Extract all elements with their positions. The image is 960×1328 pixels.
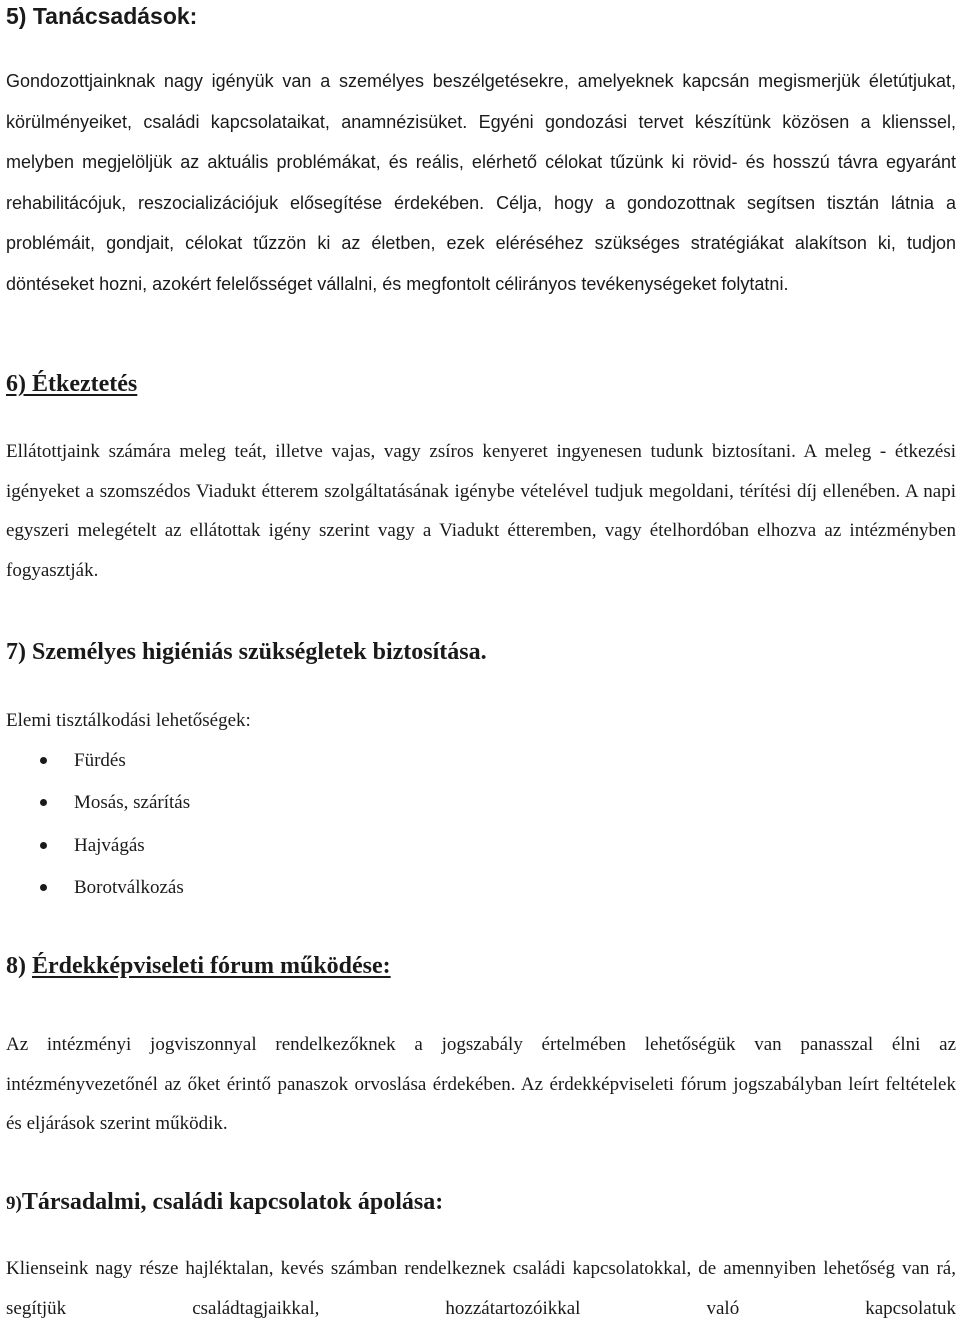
- list-item: Borotválkozás: [6, 867, 956, 909]
- section-8-heading-number: 8): [6, 953, 32, 979]
- section-9-heading-number: 9): [6, 1193, 22, 1214]
- bullet-icon: [40, 842, 47, 849]
- section-7-heading: 7) Személyes higiéniás szükségletek biztosítása.: [6, 639, 487, 665]
- bullet-icon: [40, 757, 47, 764]
- section-5-heading: 5) Tanácsadások:: [6, 3, 198, 29]
- list-item: Mosás, szárítás: [6, 782, 956, 824]
- section-5-paragraph: Gondozottjainknak nagy igényük van a személyes beszélgetésekre, amelyeknek kapcsán megismerjük életútjukat, körülményeiket, családi kapcsolataikat, anamnézisüket. Egyéni gondozási tervet készítünk közösen a klienssel, melyben megjelöljük az aktuális problémákat, és reális, elérhető célokat tűzünk ki rövid- és hosszú távra egyaránt rehabilitácójuk, reszocializációjuk elősegítése érdekében. Célja, hogy a gondozottnak segítsen tisztán látnia a problémáit, gondjait, célokat tűzzön ki az életben, ezek eléréséhez szükséges stratégiákat alakítson ki, tudjon döntéseket hozni, azokért felelősséget vállalni, és megfontolt célirányos tevékenységeket folytatni.: [6, 71, 956, 294]
- list-item: Hajvágás: [6, 825, 956, 867]
- section-9-heading: [6, 1186, 956, 1220]
- section-6-heading-text: 6) Étkeztetés: [6, 371, 138, 397]
- section-6-heading: [6, 368, 956, 400]
- section-8-paragraph: Az intézményi jogviszonnyal rendelkezőknek a jogszabály értelmében lehetőségük van panasszal élni az intézményvezetőnél az őket érintő panaszok orvoslása érdekében. Az érdekképviseleti fórum jogszabályban leírt feltételek és eljárások szerint működik.: [6, 1034, 956, 1135]
- section-7-intro: Elemi tisztálkodási lehetőségek:: [6, 710, 251, 731]
- section-8-heading-text: Érdekképviseleti fórum működése:: [32, 953, 391, 979]
- bullet-icon: [40, 799, 47, 806]
- hygiene-list: [6, 740, 956, 909]
- section-8-heading: [6, 950, 956, 982]
- section-6-paragraph: Ellátottjaink számára meleg teát, illetve vajas, vagy zsíros kenyeret ingyenesen tudunk biztosítani. A meleg - étkezési igényeket a szomszédos Viadukt étterem szolgáltatásának igénybe vételével tudjuk megoldani, térítési díj ellenében. A napi egyszeri melegételt az ellátottak igény szerint vagy a Viadukt étteremben, vagy ételhordóban elhozva az intézményben fogyasztják.: [6, 441, 956, 581]
- section-9-heading-text: Társadalmi, családi kapcsolatok ápolása:: [21, 1189, 444, 1215]
- bullet-icon: [40, 884, 47, 891]
- section-9-paragraph: Klienseink nagy része hajléktalan, kevés számban rendelkeznek családi kapcsolatokkal, de amennyiben lehetőség van rá, segítjük családtagjaikkal, hozzátartozóikkal való kapcsolatuk: [6, 1258, 956, 1319]
- list-item: Fürdés: [6, 740, 956, 782]
